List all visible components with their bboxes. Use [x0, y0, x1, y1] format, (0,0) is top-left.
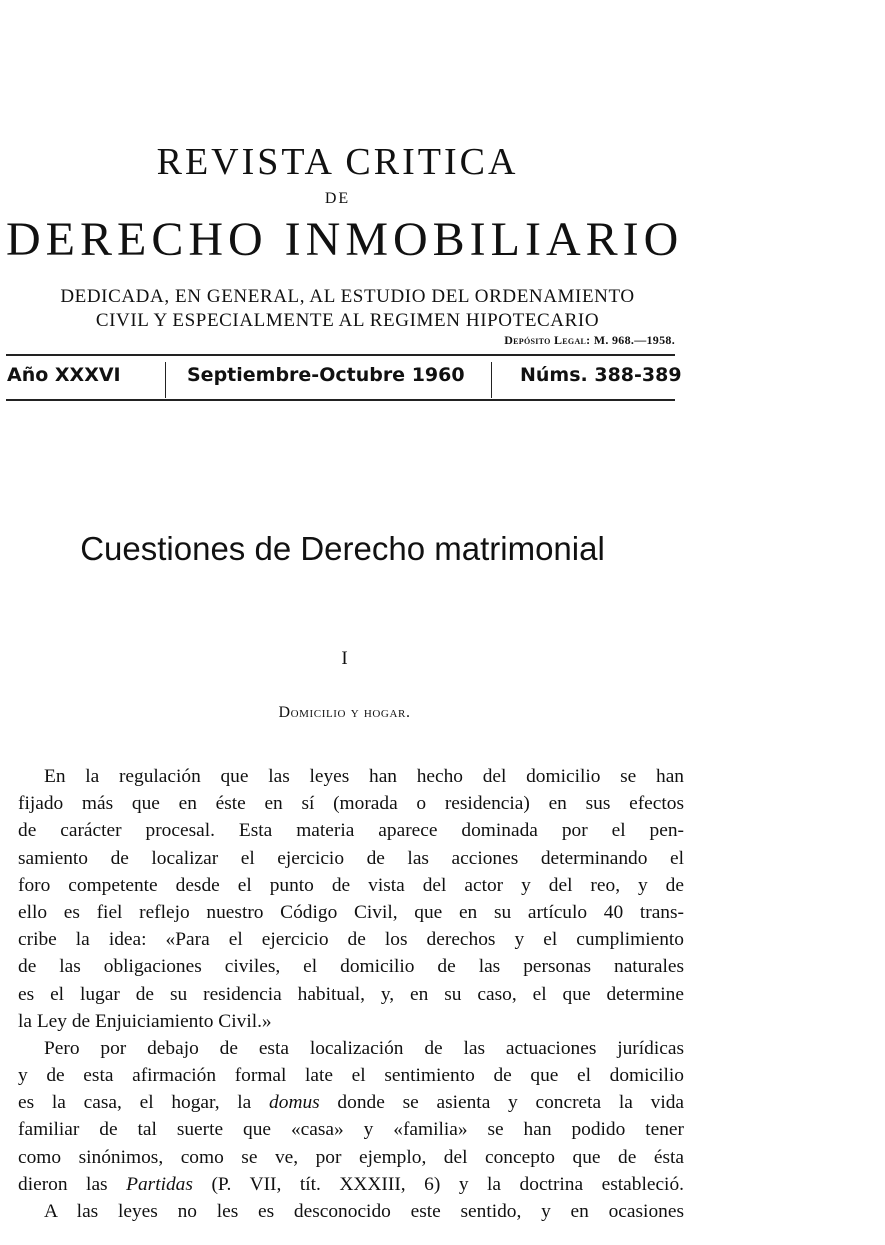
body-line: de las obligaciones civiles, el domicilio de las personas naturales [18, 956, 684, 978]
body-line: familiar de tal suerte que «casa» y «familia» se han podido tener [18, 1119, 684, 1141]
body-line: dieron las Partidas (P. VII, tít. XXXIII, 6) y la doctrina estableció. [18, 1173, 684, 1195]
section-number: I [341, 648, 348, 669]
masthead-rule-bottom [6, 399, 675, 401]
body-line: foro competente desde el punto de vista del actor y del reo, y de [18, 874, 684, 896]
italic-term: domus [269, 1092, 320, 1114]
body-line: la Ley de Enjuiciamiento Civil.» [18, 1010, 272, 1032]
body-line: ello es fiel reflejo nuestro Código Civil, que en su artículo 40 trans- [18, 901, 684, 923]
body-line: de carácter procesal. Esta materia aparece dominada por el pen- [18, 820, 684, 842]
italic-term: Partidas [126, 1173, 193, 1195]
journal-title-de: DE [324, 190, 351, 207]
dedication-line-2: CIVIL Y ESPECIALMENTE AL REGIMEN HIPOTECARIO [95, 310, 600, 331]
body-line: Pero por debajo de esta localización de las actuaciones jurídicas [44, 1037, 684, 1059]
body-line: cribe la idea: «Para el ejercicio de los derechos y el cumplimiento [18, 929, 684, 951]
journal-title-line-1: REVISTA CRITICA [156, 141, 519, 183]
issue-year: Año XXXVI [7, 364, 121, 386]
section-heading: Domicilio y hogar. [278, 704, 411, 721]
body-line: samiento de localizar el ejercicio de las acciones determinando el [18, 847, 684, 869]
issue-numbers: Núms. 388-389 [520, 364, 682, 386]
deposito-label: Depósito Legal: [504, 333, 591, 347]
issue-separator-1 [165, 362, 166, 398]
journal-title-line-2: DERECHO INMOBILIARIO [6, 213, 684, 266]
body-line: y de esta afirmación formal late el sentimiento de que el domicilio [18, 1065, 684, 1087]
article-body [18, 763, 684, 1225]
body-line: como sinónimos, como se ve, por ejemplo, del concepto que de ésta [18, 1146, 684, 1168]
body-line: En la regulación que las leyes han hecho del domicilio se han [44, 766, 684, 787]
deposito-legal [504, 333, 675, 348]
body-line: es el lugar de su residencia habitual, y, en su caso, el que determine [18, 983, 684, 1005]
dedication-line-1: DEDICADA, EN GENERAL, AL ESTUDIO DEL ORDENAMIENTO [60, 286, 635, 307]
article-title: Cuestiones de Derecho matrimonial [80, 530, 605, 567]
body-line: fijado más que en éste en sí (morada o residencia) en sus efectos [18, 793, 684, 815]
body-line: es la casa, el hogar, la domus donde se asienta y concreta la vida [18, 1092, 684, 1114]
deposito-value: M. 968.—1958. [593, 333, 675, 347]
issue-date: Septiembre-Octubre 1960 [187, 364, 465, 386]
issue-separator-2 [491, 362, 492, 398]
body-line: A las leyes no les es desconocido este sentido, y en ocasiones [44, 1201, 684, 1222]
masthead-rule-top [6, 354, 675, 356]
